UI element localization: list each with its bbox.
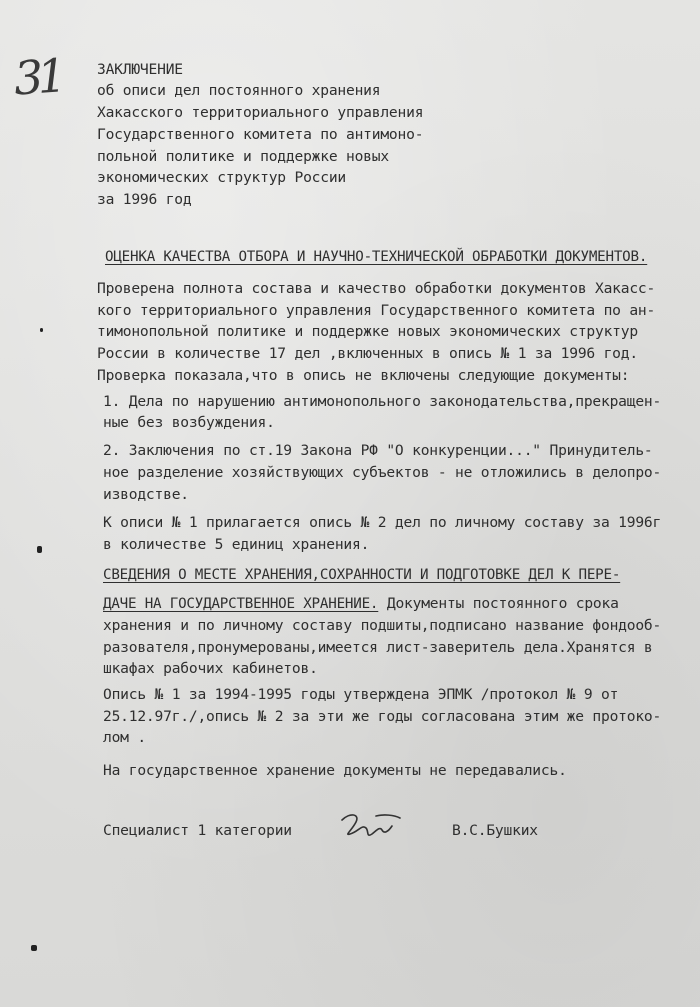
paragraph-line: кого территориального управления Государственного комитета по ан- [97, 302, 656, 319]
title-line: за 1996 год [97, 191, 192, 208]
title-line: польной политике и поддержке новых [97, 148, 389, 165]
section2-heading-line2 [103, 595, 619, 613]
title-line: экономических структур России [97, 169, 346, 186]
paragraph-line: Проверена полнота состава и качество обработки документов Хакасс- [97, 280, 656, 297]
title-line: об описи дел постоянного хранения [97, 82, 381, 99]
paragraph-line: тимонопольной политике и поддержке новых экономических структур [97, 323, 638, 340]
title-line: Государственного комитета по антимоно- [97, 126, 424, 143]
list-item-2: 2. Заключения по ст.19 Закона РФ "О конкуренции..." Принудитель- [103, 442, 653, 459]
list-item-2: ное разделение хозяйствующих субъектов - не отложились в делопро- [103, 464, 662, 481]
list-item-1: 1. Дела по нарушению антимонопольного законодательства,прекращен- [103, 393, 662, 410]
paragraph-line: шкафах рабочих кабинетов. [103, 660, 318, 677]
paragraph-line: 25.12.97г./,опись № 2 за эти же годы согласована этим же протоко- [103, 708, 662, 725]
list-item-2: изводстве. [103, 486, 189, 503]
paragraph-line: На государственное хранение документы не передавались. [103, 762, 567, 779]
list-item-1: ные без возбуждения. [103, 414, 275, 431]
signer-name: В.С.Бушких [452, 822, 538, 839]
handwritten-signature-icon [336, 806, 406, 846]
paragraph-line: хранения и по личному составу подшиты,подписано название фондооб- [103, 617, 662, 634]
paragraph-line: Опись № 1 за 1994-1995 годы утверждена ЭПМК /протокол № 9 от [103, 686, 619, 703]
section1-heading: ОЦЕНКА КАЧЕСТВА ОТБОРА И НАУЧНО-ТЕХНИЧЕСКОЙ ОБРАБОТКИ ДОКУМЕНТОВ. [105, 249, 648, 265]
paragraph-line: К описи № 1 прилагается опись № 2 дел по личному составу за 1996г [103, 514, 662, 531]
paragraph-line: лом . [103, 729, 146, 746]
section2-heading: СВЕДЕНИЯ О МЕСТЕ ХРАНЕНИЯ,СОХРАННОСТИ И ПОДГОТОВКЕ ДЕЛ К ПЕРЕ- [103, 567, 621, 583]
paragraph-line: в количестве 5 единиц хранения. [103, 536, 370, 553]
binding-mark [31, 945, 37, 951]
binding-mark [40, 328, 43, 332]
paragraph-line: разователя,пронумерованы,имеется лист-заверитель дела.Хранятся в [103, 639, 653, 656]
paragraph-line: Проверка показала,что в опись не включены следующие документы: [97, 367, 630, 384]
signer-position: Специалист 1 категории [103, 822, 292, 839]
title-line: Хакасского территориального управления [97, 104, 424, 121]
section2-heading-underlined: ДАЧЕ НА ГОСУДАРСТВЕННОЕ ХРАНЕНИЕ. [103, 596, 379, 612]
document-heading: ЗАКЛЮЧЕНИЕ [97, 61, 183, 78]
section2-heading-continuation: Документы постоянного срока [378, 595, 619, 612]
binding-mark [37, 546, 42, 553]
page-number: 31 [12, 48, 63, 106]
paragraph-line: России в количестве 17 дел ,включенных в опись № 1 за 1996 год. [97, 345, 638, 362]
